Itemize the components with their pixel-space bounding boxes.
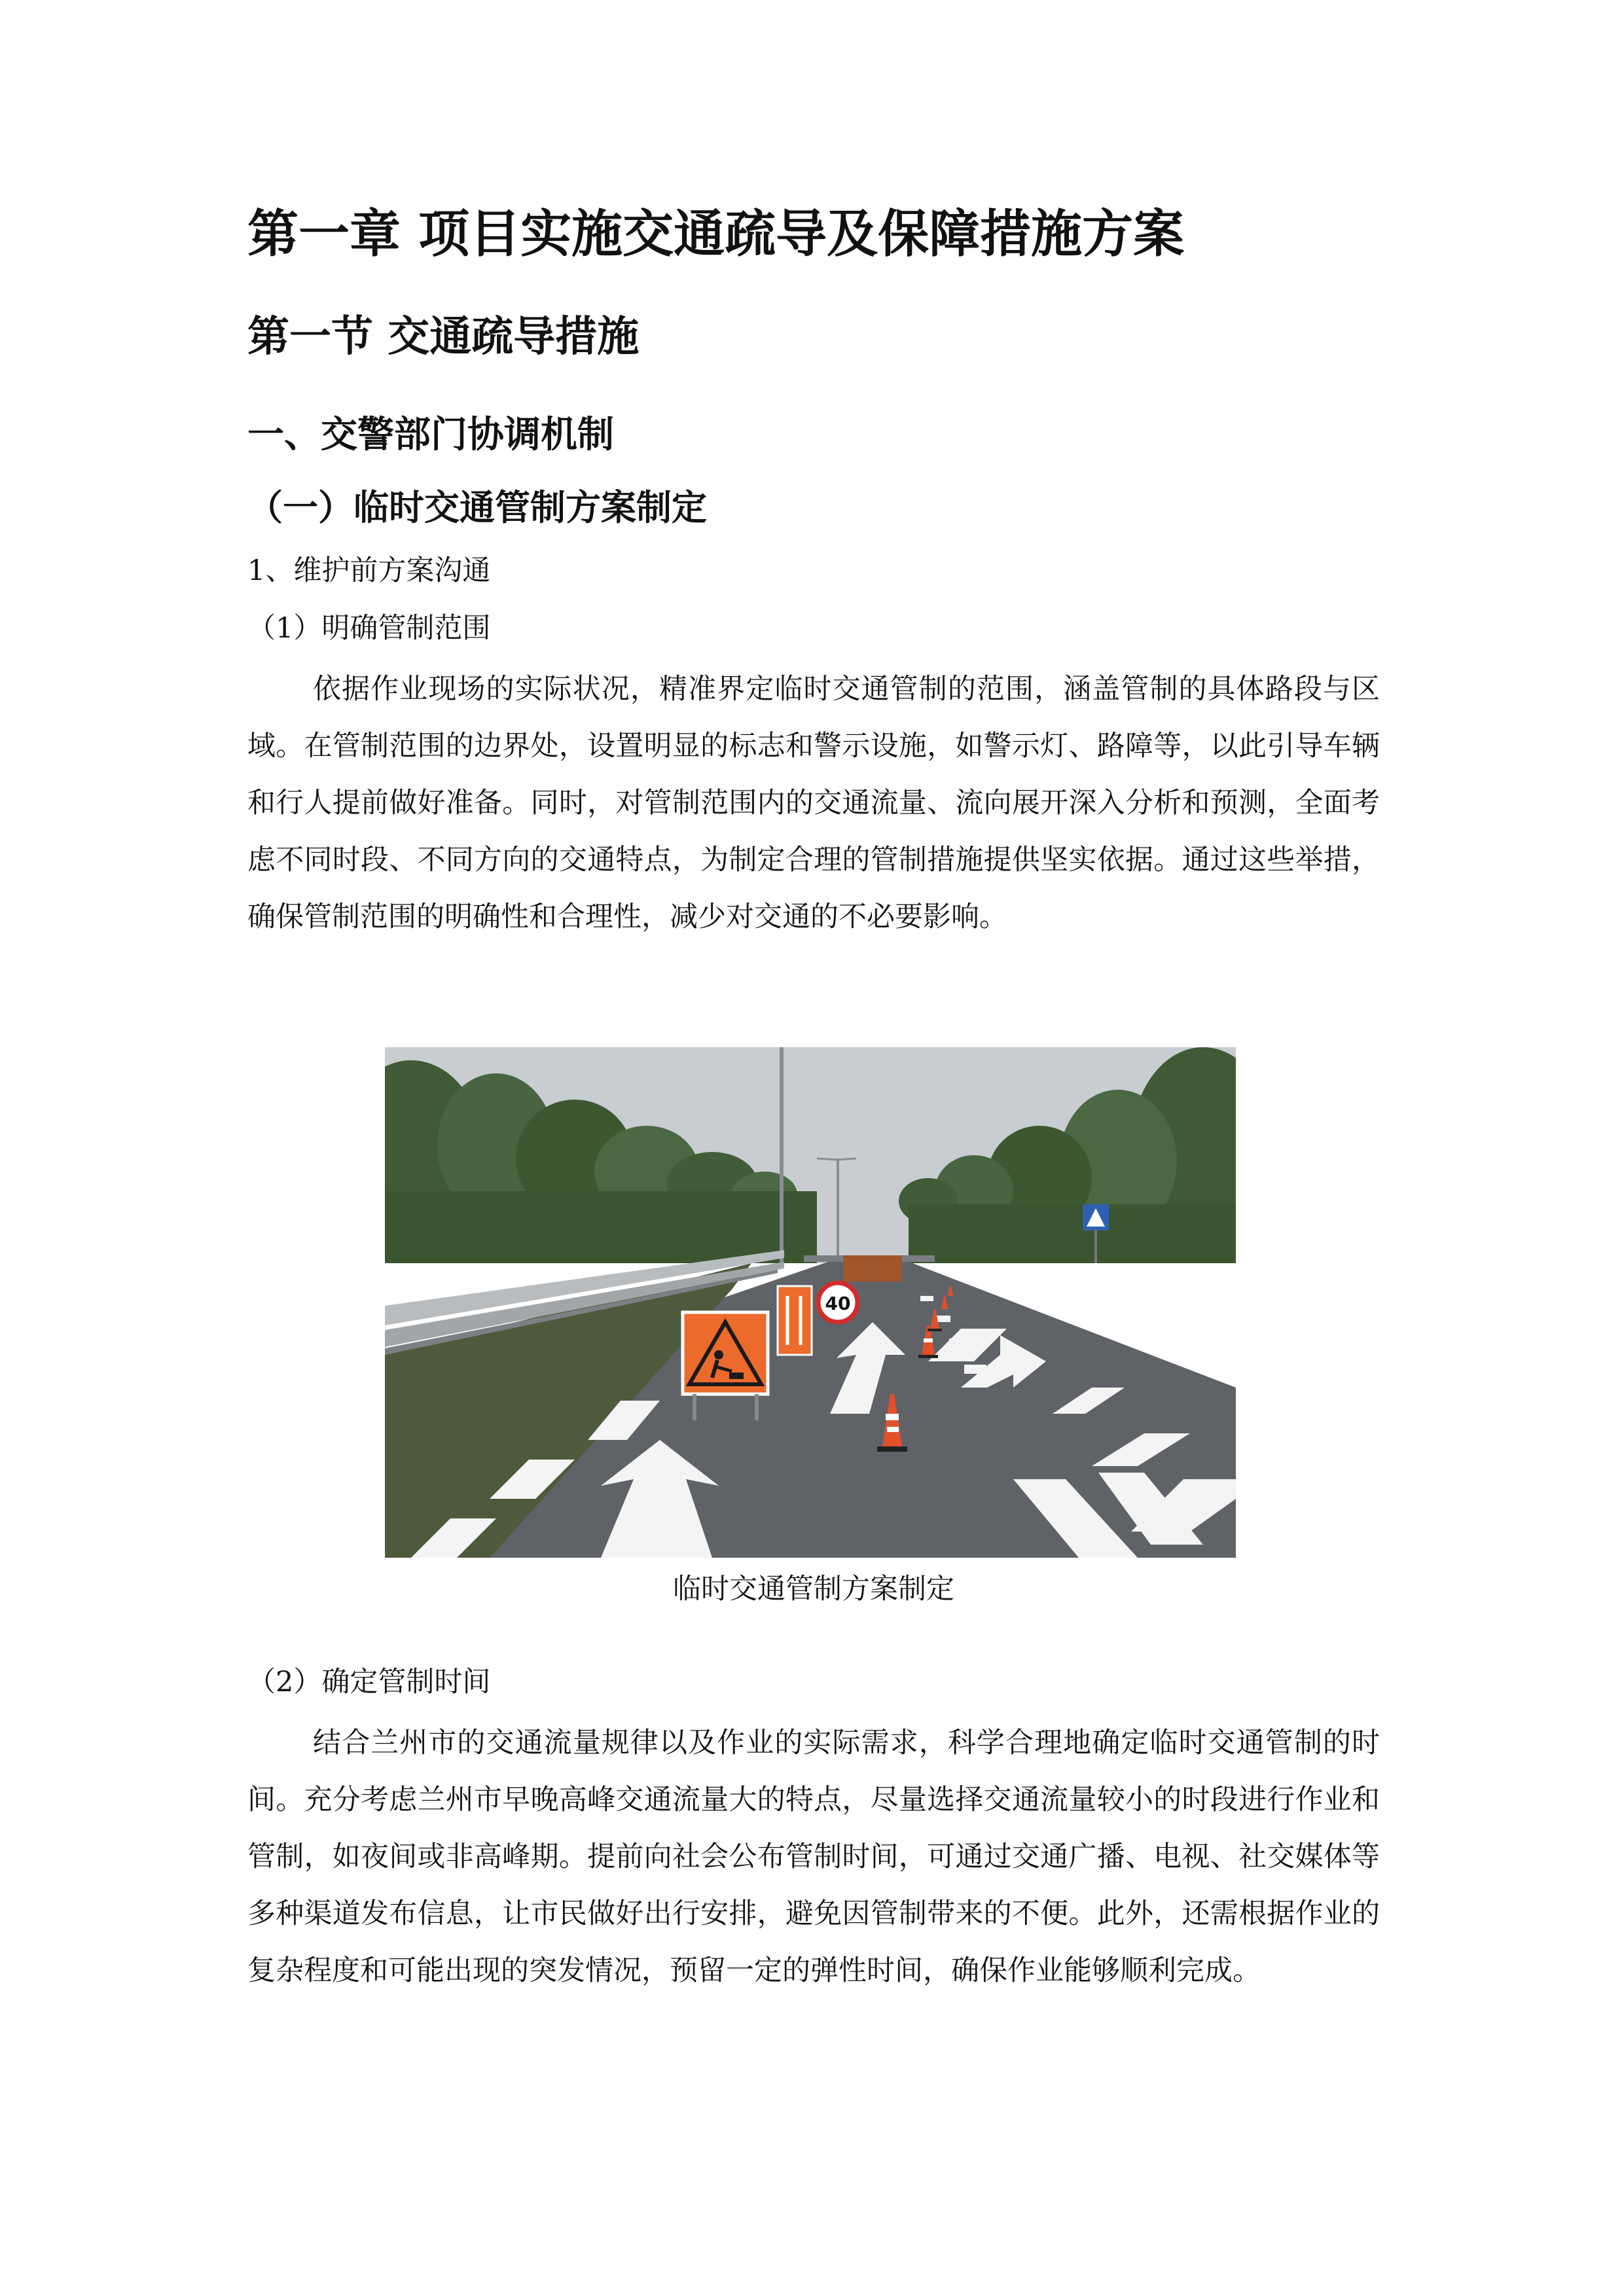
light-pole bbox=[780, 1047, 784, 1263]
figure-caption: 临时交通管制方案制定 bbox=[673, 1573, 954, 1605]
traffic-control-photo bbox=[385, 1047, 1236, 1558]
part2-paragraph: 结合兰州市的交通流量规律以及作业的实际需求，科学合理地确定临时交通管制的时间。充分考虑兰州市早晚高峰交通流量大的特点，尽量选择交通流量较小的时段进行作业和管制，如夜间或非高峰期。提前向社会公布管制时间，可通过交通广播、电视、社交媒体等多种渠道发布信息，让市民做好出行安排，避免因管制带来的不便。此外，还需根据作业的复杂程度和可能出现的突发情况，预留一定的弹性时间，确保作业能够顺利完成。 bbox=[247, 1727, 1380, 1987]
road-scene-image bbox=[385, 1047, 1236, 1558]
part1-paragraph: 依据作业现场的实际状况，精准界定临时交通管制的范围，涵盖管制的具体路段与区域。在管制范围的边界处，设置明显的标志和警示设施，如警示灯、路障等，以此引导车辆和行人提前做好准备。同时，对管制范围内的交通流量、流向展开深入分析和预测，全面考虑不同时段、不同方向的交通特点，为制定合理的管制措施提供坚实依据。通过这些举措，确保管制范围的明确性和合理性，减少对交通的不必要影响。 bbox=[247, 673, 1380, 933]
part1-title: （1）明确管制范围 bbox=[247, 612, 491, 645]
point-title: 1、维护前方案沟通 bbox=[247, 554, 491, 587]
speed-limit-value: 40 bbox=[825, 1293, 851, 1314]
lane-closure-sign bbox=[778, 1286, 812, 1355]
subsection-title: 一、交警部门协调机制 bbox=[247, 414, 614, 456]
part2-title: （2）确定管制时间 bbox=[247, 1666, 491, 1698]
item-title: （一）临时交通管制方案制定 bbox=[247, 486, 707, 528]
chapter-title: 第一章 项目实施交通疏导及保障措施方案 bbox=[247, 205, 1185, 264]
speed-limit-sign bbox=[818, 1283, 857, 1322]
section-title: 第一节 交通疏导措施 bbox=[247, 313, 640, 361]
distant-barrier bbox=[843, 1255, 902, 1282]
